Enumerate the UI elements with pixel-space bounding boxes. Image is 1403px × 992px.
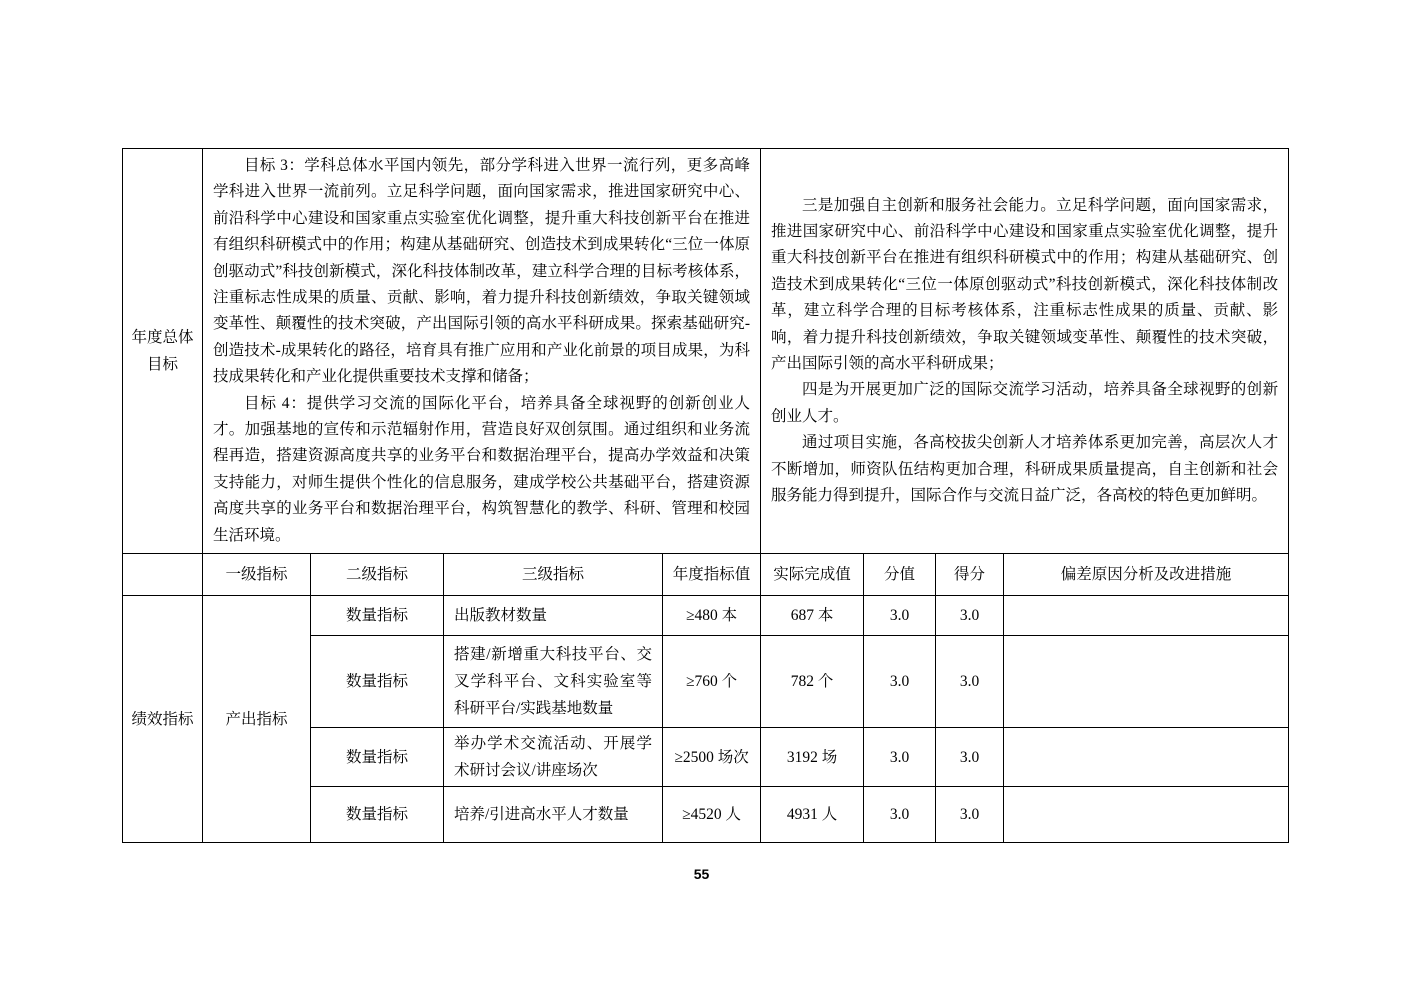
score-cell: 3.0 [936, 728, 1004, 787]
annual-target-cell: ≥2500 场次 [663, 728, 761, 787]
header-blank-cell [123, 554, 203, 596]
header-level1-indicator: 一级指标 [203, 554, 311, 596]
level3-indicator-cell: 出版教材数量 [444, 596, 663, 636]
header-annual-target: 年度指标值 [663, 554, 761, 596]
goal-point-3-paragraph: 三是加强自主创新和服务社会能力。立足科学问题，面向国家需求，推进国家研究中心、前沿科学中心建设和国家重点实验室优化调整，提升重大科技创新平台在推进有组织科研模式中的作用；构建从基础研究、创造技术到成果转化“三位一体原创驱动式”科技创新模式，深化科技体制改革，建立科学合理的目标考核体系，注重标志性成果的质量、贡献、影响，着力提升科技创新绩效，争取关键领域变革性、颠覆性的技术突破，产出国际引领的高水平科研成果； [771, 196, 1279, 373]
deviation-cell [1004, 728, 1289, 787]
actual-value-cell: 782 个 [761, 636, 864, 728]
level2-indicator-cell: 数量指标 [311, 787, 444, 843]
goal-point-4-paragraph: 四是为开展更加广泛的国际交流学习活动，培养具备全球视野的创新创业人才。 [771, 381, 1279, 425]
level3-indicator-cell: 搭建/新增重大科技平台、交叉学科平台、文科实验室等科研平台/实践基地数量 [444, 636, 663, 728]
points-cell: 3.0 [864, 787, 936, 843]
deviation-cell [1004, 596, 1289, 636]
annual-target-cell: ≥480 本 [663, 596, 761, 636]
level3-indicator-cell: 举办学术交流活动、开展学术研讨会议/讲座场次 [444, 728, 663, 787]
header-score: 得分 [936, 554, 1004, 596]
annual-target-cell: ≥760 个 [663, 636, 761, 728]
deviation-cell [1004, 787, 1289, 843]
annual-goals-right-cell [761, 149, 1289, 554]
indicator-header-row [123, 554, 1289, 596]
level1-indicator-cell [203, 596, 311, 843]
header-level3-indicator: 三级指标 [444, 554, 663, 596]
level2-indicator-cell: 数量指标 [311, 596, 444, 636]
annual-goals-row [123, 149, 1289, 554]
score-cell: 3.0 [936, 636, 1004, 728]
annual-goals-label-cell [123, 149, 203, 554]
actual-value-cell: 3192 场 [761, 728, 864, 787]
goal-summary-paragraph: 通过项目实施，各高校拔尖创新人才培养体系更加完善，高层次人才不断增加，师资队伍结构更加合理，科研成果质量提高，自主创新和社会服务能力得到提升，国际合作与交流日益广泛，各高校的特色更加鲜明。 [771, 434, 1279, 505]
performance-indicator-label-cell [123, 596, 203, 843]
performance-report-table [122, 148, 1289, 843]
header-points: 分值 [864, 554, 936, 596]
level2-indicator-cell: 数量指标 [311, 636, 444, 728]
points-cell: 3.0 [864, 636, 936, 728]
goal-4-paragraph: 目标 4：提供学习交流的国际化平台，培养具备全球视野的创新创业人才。加强基地的宣传和示范辐射作用，营造良好双创氛围。通过组织和业务流程再造，搭建资源高度共享的业务平台和数据治理平台，提高办学效益和决策支持能力，对师生提供个性化的信息服务，建成学校公共基础平台，搭建资源高度共享的业务平台和数据治理平台，构筑智慧化的教学、科研、管理和校园生活环境。 [213, 394, 751, 544]
page-number: 55 [693, 866, 710, 882]
annual-goals-left-cell [203, 149, 761, 554]
actual-value-cell: 687 本 [761, 596, 864, 636]
header-actual-value: 实际完成值 [761, 554, 864, 596]
actual-value-cell: 4931 人 [761, 787, 864, 843]
points-cell: 3.0 [864, 596, 936, 636]
level2-indicator-cell: 数量指标 [311, 728, 444, 787]
header-level2-indicator: 二级指标 [311, 554, 444, 596]
score-cell: 3.0 [936, 596, 1004, 636]
level3-indicator-cell: 培养/引进高水平人才数量 [444, 787, 663, 843]
table-row [123, 596, 1289, 636]
score-cell: 3.0 [936, 787, 1004, 843]
goal-3-paragraph: 目标 3：学科总体水平国内领先，部分学科进入世界一流行列，更多高峰学科进入世界一流前列。立足科学问题，面向国家需求，推进国家研究中心、前沿科学中心建设和国家重点实验室优化调整，提升重大科技创新平台在推进有组织科研模式中的作用；构建从基础研究、创造技术到成果转化“三位一体原创驱动式”科技创新模式，深化科技体制改革，建立科学合理的目标考核体系，注重标志性成果的质量、贡献、影响，着力提升科技创新绩效，争取关键领域变革性、颠覆性的技术突破，产出国际引领的高水平科研成果。探索基础研究-创造技术-成果转化的路径，培育具有推广应用和产业化前景的项目成果，为科技成果转化和产业化提供重要技术支撑和储备； [213, 157, 751, 386]
points-cell: 3.0 [864, 728, 936, 787]
level1-indicator-label: 产出指标 [225, 710, 288, 728]
header-deviation-analysis: 偏差原因分析及改进措施 [1004, 554, 1289, 596]
performance-indicator-label: 绩效指标 [131, 710, 194, 728]
deviation-cell [1004, 636, 1289, 728]
annual-target-cell: ≥4520 人 [663, 787, 761, 843]
annual-goals-label: 年度总体目标 [131, 329, 194, 374]
